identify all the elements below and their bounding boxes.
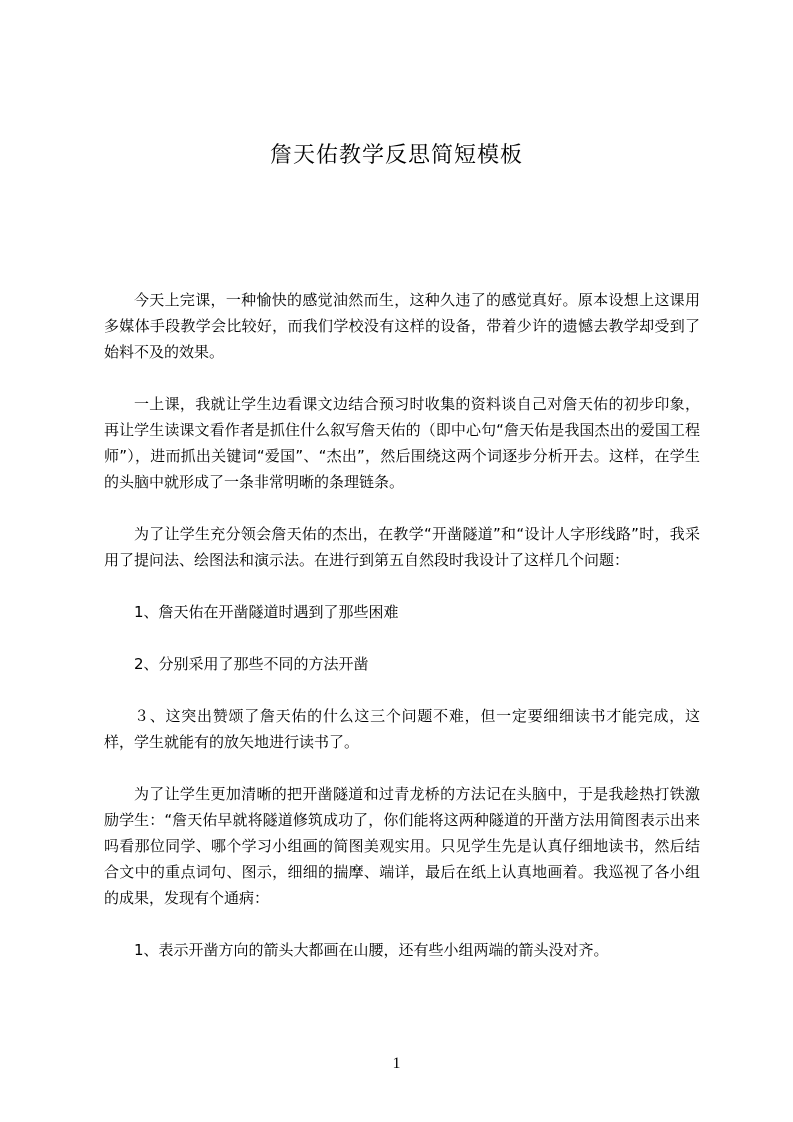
problem-item-1: 1、表示开凿方向的箭头大都画在山腰，还有些小组两端的箭头没对齐。	[134, 941, 609, 959]
paragraph-drawing-activity: 为了让学生更加清晰的把开凿隧道和过青龙桥的方法记在头脑中，于是我趁热打铁激励学生：“詹天佑早就将隧道修筑成功了，你们能将这两种隧道的开凿方法用简图表示出来吗看那位同学、哪个学习小组画的简图美观实用。只见学生先是认真仔细地读书，然后结合文中的重点词句、图示，细细的揣摩、端详，最后在纸上认真地画着。我巡视了各小组的成果，发现有个通病：	[104, 785, 700, 907]
page-number: 1	[392, 1055, 401, 1072]
paragraph-intro: 今天上完课，一种愉快的感觉油然而生，这种久违了的感觉真好。原本设想上这课用多媒体手段教学会比较好，而我们学校没有这样的设备，带着少许的遗憾去教学却受到了始料不及的效果。	[104, 291, 700, 361]
document-title: 詹天佑教学反思简短模板	[269, 143, 523, 168]
question-item-1: 1、詹天佑在开凿隧道时遇到了那些困难	[134, 603, 399, 621]
question-item-2: 2、分别采用了那些不同的方法开凿	[134, 655, 369, 673]
paragraph-first-lesson: 一上课，我就让学生边看课文边结合预习时收集的资料谈自己对詹天佑的初步印象，再让学生读课文看作者是抓住什么叙写詹天佑的（即中心句“詹天佑是我国杰出的爱国工程师”），进而抓出关键词“爱国”、“杰出”，然后围绕这两个词逐步分析开去。这样，在学生的头脑中就形成了一条非常明晰的条理链条。	[104, 395, 700, 491]
paragraph-teaching-method: 为了让学生充分领会詹天佑的杰出，在教学“开凿隧道”和“设计人字形线路”时，我采用了提问法、绘图法和演示法。在进行到第五自然段时我设计了这样几个问题：	[104, 525, 700, 569]
document-body	[104, 287, 700, 963]
question-item-3: ３、这突出赞颂了詹天佑的什么这三个问题不难，但一定要细细读书才能完成，这样，学生就能有的放矢地进行读书了。	[104, 707, 700, 751]
